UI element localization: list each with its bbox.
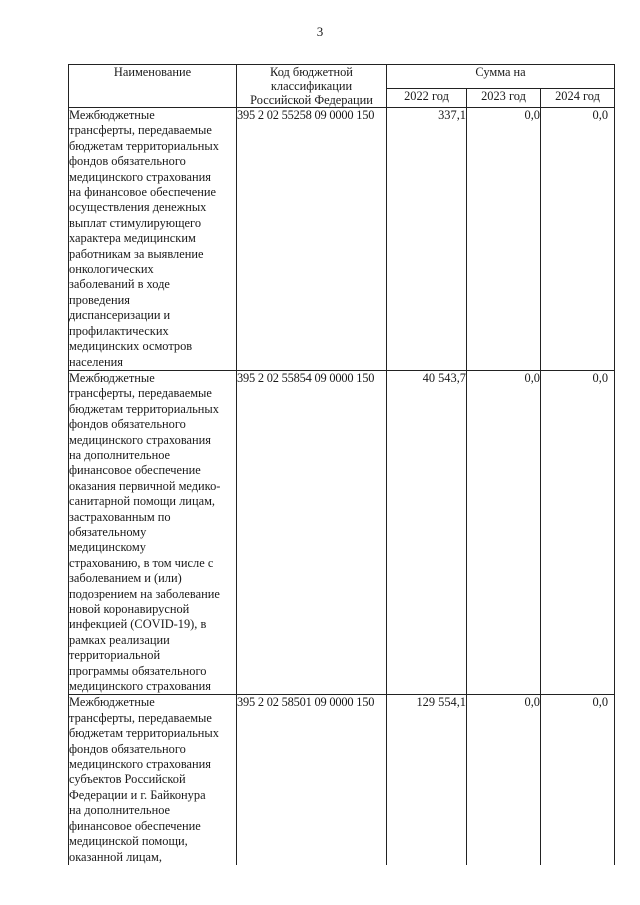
row-name-line: инфекцией (COVID-19), в — [69, 617, 207, 632]
row-name-line: заболеваний в ходе — [69, 277, 170, 292]
row-code-cell: 395 2 02 55854 09 0000 150 — [237, 370, 387, 695]
row-name-line: застрахованным по — [69, 509, 171, 524]
row-name-line: бюджетам территориальных — [69, 138, 219, 153]
row-name-line: профилактических — [69, 323, 169, 338]
row-value-2024: 0,0 — [541, 695, 615, 865]
table-row — [69, 370, 615, 695]
row-name-line: медицинского страхования — [69, 432, 211, 447]
row-name-line: программы обязательного — [69, 663, 207, 678]
row-name-line: обязательному — [69, 524, 147, 539]
header-year-2022: 2022 год — [387, 89, 467, 108]
row-name-line: онкологических — [69, 262, 154, 277]
row-name-line: проведения — [69, 292, 130, 307]
row-name-line: Межбюджетные — [69, 370, 155, 385]
header-code — [237, 65, 387, 108]
header-code-line-2: классификации — [270, 79, 353, 93]
row-name-line: на дополнительное — [69, 803, 171, 818]
row-value-2023: 0,0 — [467, 370, 541, 695]
row-name-cell — [69, 108, 237, 371]
row-value-2023: 0,0 — [467, 108, 541, 371]
row-name-line: медицинских осмотров — [69, 339, 193, 354]
row-name-line: территориальной — [69, 648, 161, 663]
row-name-line: оказанной лицам, — [69, 849, 162, 864]
row-name-line: фондов обязательного — [69, 741, 186, 756]
row-name-line: медицинского страхования — [69, 757, 211, 772]
header-name: Наименование — [69, 65, 237, 108]
row-name-line: медицинской помощи, — [69, 834, 188, 849]
row-name-line: трансферты, передаваемые — [69, 386, 212, 401]
row-name-line: страхованию, в том числе с — [69, 555, 214, 570]
header-year-2024: 2024 год — [541, 89, 615, 108]
header-year-2023: 2023 год — [467, 89, 541, 108]
row-name-line: фондов обязательного — [69, 417, 186, 432]
row-name-line: на финансовое обеспечение — [69, 185, 217, 200]
row-code-cell: 395 2 02 58501 09 0000 150 — [237, 695, 387, 865]
row-name-line: бюджетам территориальных — [69, 726, 219, 741]
row-name-line: медицинскому — [69, 540, 146, 555]
row-name-line: новой коронавирусной — [69, 602, 190, 616]
row-name-line: санитарной помощи лицам, — [69, 494, 216, 509]
row-name-line: бюджетам территориальных — [69, 401, 219, 416]
row-name-line: фондов обязательного — [69, 154, 186, 169]
row-name-line: финансовое обеспечение — [69, 463, 201, 478]
row-name-line: Межбюджетные — [69, 695, 155, 710]
row-name-line: оказания первичной медико- — [69, 478, 221, 493]
row-name-line: финансовое обеспечение — [69, 818, 201, 833]
header-sum: Сумма на — [387, 65, 615, 89]
header-code-line-3: Российской Федерации — [250, 93, 373, 107]
page-number: 3 — [316, 24, 324, 39]
row-name-line: работникам за выявление — [69, 246, 204, 261]
row-name-line: медицинского страхования — [69, 169, 211, 184]
row-name-line: на дополнительное — [69, 447, 171, 462]
row-value-2022: 129 554,1 — [387, 695, 467, 865]
row-name-line: медицинского страхования — [69, 679, 211, 694]
row-value-2023: 0,0 — [467, 695, 541, 865]
row-value-2024: 0,0 — [541, 108, 615, 371]
row-name-line: трансферты, передаваемые — [69, 123, 212, 138]
row-name-line: заболеванием и (или) — [69, 571, 182, 586]
row-name-line: населения — [69, 354, 123, 369]
row-name-line: характера медицинским — [69, 231, 196, 246]
row-name-cell — [69, 370, 237, 695]
row-name-cell — [69, 695, 237, 865]
row-name-line: подозрением на заболевание — [69, 586, 220, 601]
row-name-line: Федерации и г. Байконура — [69, 787, 206, 802]
row-name-line: субъектов Российской — [69, 772, 186, 787]
row-value-2024: 0,0 — [541, 370, 615, 695]
row-value-2022: 337,1 — [387, 108, 467, 371]
budget-table — [68, 64, 615, 865]
header-code-line-1: Код бюджетной — [270, 65, 353, 79]
table-row — [69, 108, 615, 371]
row-name-line: рамках реализации — [69, 632, 170, 647]
table-row — [69, 695, 615, 865]
row-name-line: диспансеризации и — [69, 308, 171, 323]
row-code-cell: 395 2 02 55258 09 0000 150 — [237, 108, 387, 371]
row-name-line: осуществления денежных — [69, 200, 207, 215]
row-name-line: Межбюджетные — [69, 108, 155, 122]
row-name-line: трансферты, передаваемые — [69, 710, 212, 725]
row-name-line: выплат стимулирующего — [69, 215, 202, 230]
row-value-2022: 40 543,7 — [387, 370, 467, 695]
